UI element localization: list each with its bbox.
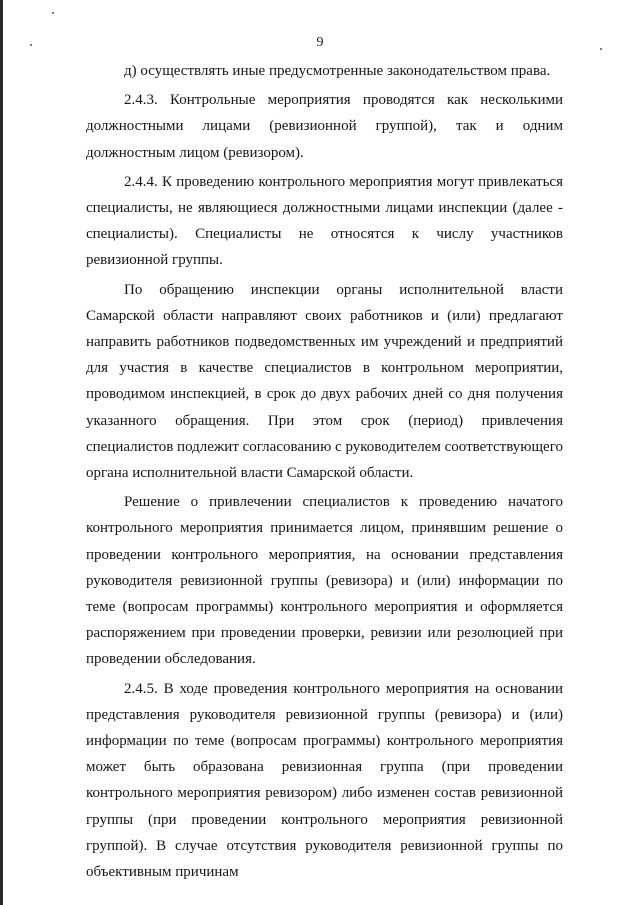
paragraph: По обращению инспекции органы исполнительной власти Самарской области направляют своих работников и (или) предлагают направить работников подведомственных им учреждений и предприятий для участия в качестве специалистов в контрольном мероприятии, проводимом инспекцией, в срок до двух рабочих дней со дня получения указанного обращения. При этом срок (период) привлечения специалистов подлежит согласованию с руководителем соответствующего органа исполнительной власти Самарской области. [86,281,563,482]
paragraph: 2.4.3. Контрольные мероприятия проводятся как несколькими должностными лицами (ревизионной группой), так и одним должностным лицом (ревизором). [86,92,563,161]
paragraph: 2.4.4. К проведению контрольного мероприятия могут привлекаться специалисты, не являющиеся должностными лицами инспекции (далее - специалисты). Специалисты не относятся к числу участников ревизионной группы. [86,173,563,269]
paragraph: д) осуществлять иные предусмотренные законодательством права. [124,63,551,79]
scan-speck [52,12,54,14]
paragraph: 2.4.5. В ходе проведения контрольного мероприятия на основании представления руководителя ревизионной группы (ревизора) и (или) информации по теме (вопросам программы) контрольного мероприятия может быть образована ревизионная группа (при проведении контрольного мероприятия ревизором) либо изменен состав ревизионной группы (при проведении контрольного мероприятия ревизионной группой). В случае отсутствия руководителя ревизионной группы по объективным причинам [86,680,563,881]
paragraph: Решение о привлечении специалистов к проведению начатого контрольного мероприятия принимается лицом, принявшим решение о проведении контрольного мероприятия, на основании представления руководителя ревизионной группы (ревизора) и (или) информации по теме (вопросам программы) контрольного мероприятия и оформляется распоряжением при проведении проверки, ревизии или резолюцией при проведении обследования. [86,494,563,668]
page-number: 9 [316,35,324,50]
scan-edge [0,0,3,905]
document-body [86,58,563,888]
